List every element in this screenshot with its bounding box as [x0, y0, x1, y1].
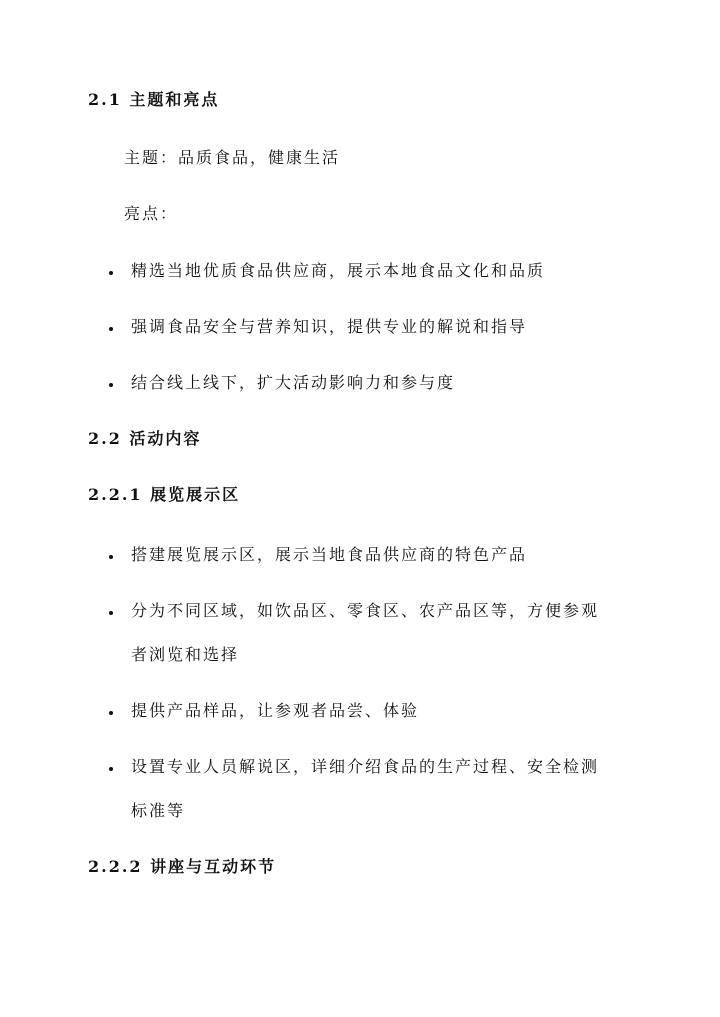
theme-text: 主题：品质食品，健康生活 [124, 148, 341, 167]
list-item: 强调食品安全与营养知识，提供专业的解说和指导 [131, 317, 528, 336]
list-item: 精选当地优质食品供应商，展示本地食品文化和品质 [131, 261, 546, 280]
section-heading-2-2-2: 2.2.2 讲座与互动环节 [88, 857, 277, 876]
list-item: 结合线上线下，扩大活动影响力和参与度 [131, 373, 456, 392]
highlights-label: 亮点： [124, 204, 179, 223]
list-item: 分为不同区域，如饮品区、零食区、农产品区等，方便参观 [131, 601, 600, 620]
section-heading-2-2-1: 2.2.1 展览展示区 [88, 485, 241, 504]
bullet-dot [109, 611, 113, 615]
bullet-dot [109, 271, 113, 275]
bullet-dot [109, 555, 113, 559]
bullet-dot [109, 711, 113, 715]
list-item: 搭建展览展示区，展示当地食品供应商的特色产品 [131, 545, 528, 564]
list-item-continuation: 者浏览和选择 [131, 645, 240, 664]
section-heading-2-1: 2.1 主题和亮点 [88, 90, 220, 109]
bullet-dot [109, 327, 113, 331]
bullet-dot [109, 383, 113, 387]
section-heading-2-2: 2.2 活动内容 [88, 429, 202, 448]
bullet-dot [109, 767, 113, 771]
list-item: 提供产品样品，让参观者品尝、体验 [131, 701, 420, 720]
list-item-continuation: 标准等 [131, 801, 186, 820]
list-item: 设置专业人员解说区，详细介绍食品的生产过程、安全检测 [131, 757, 600, 776]
